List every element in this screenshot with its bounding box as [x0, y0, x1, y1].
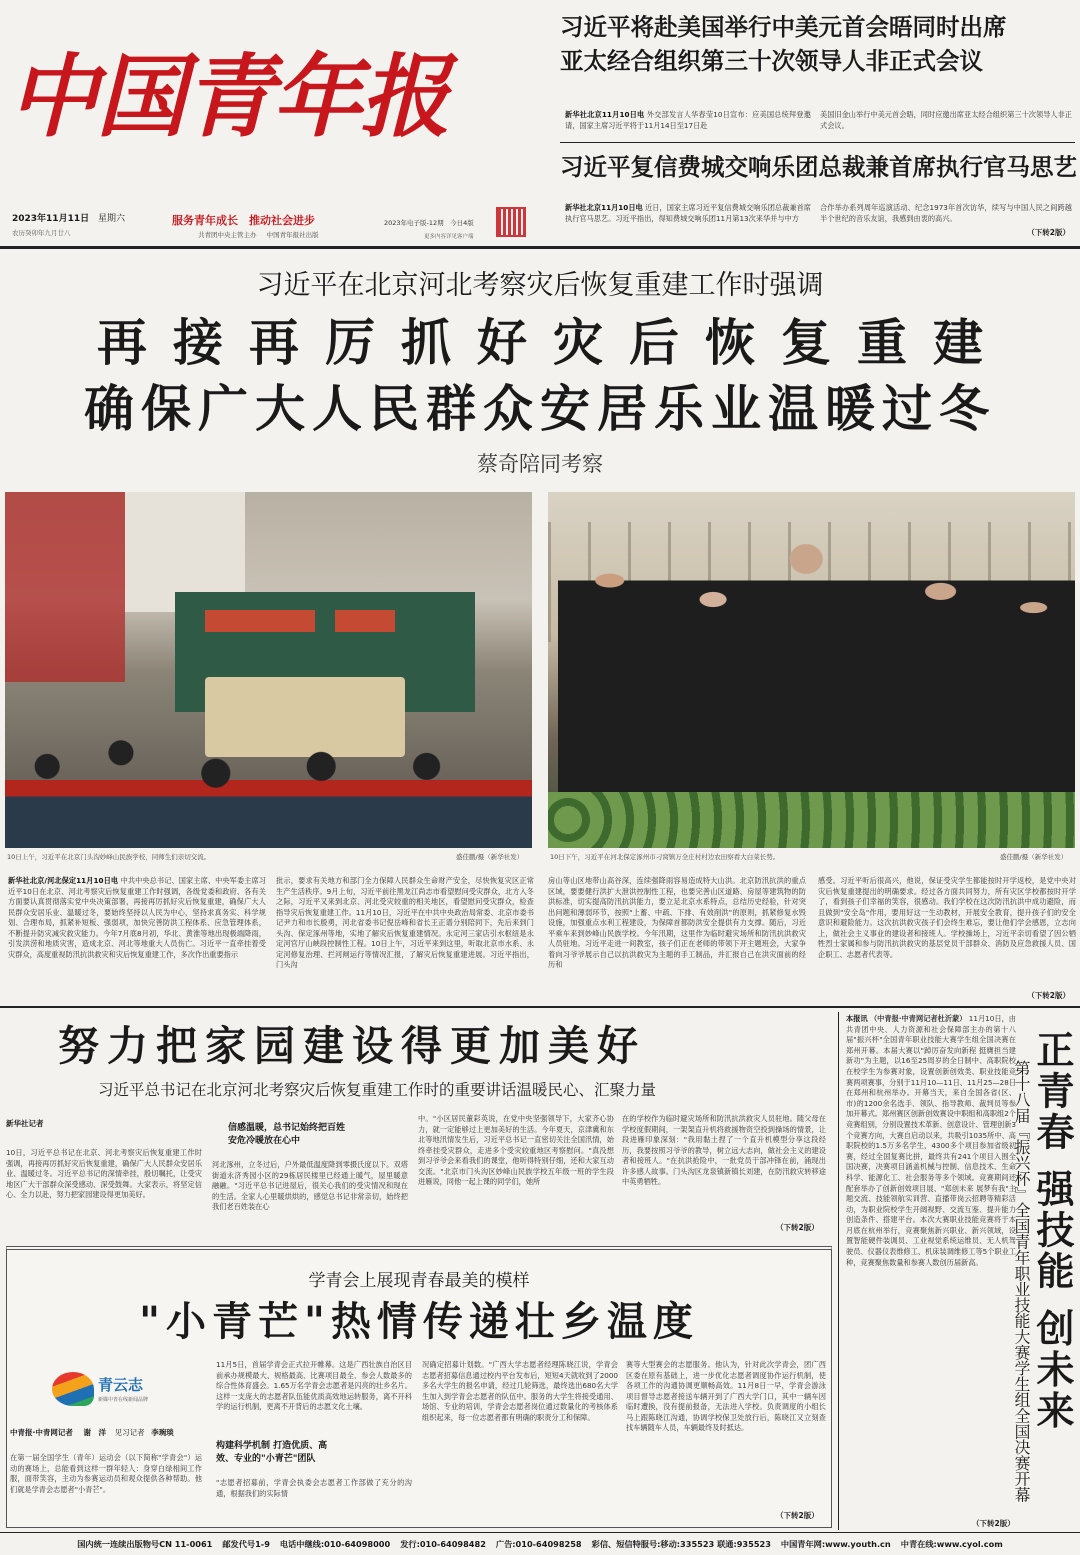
masthead-rule: [0, 246, 1080, 249]
youth-logo-text: 青云志: [98, 1376, 144, 1394]
masthead-slogan: 服务青年成长 推动社会进步: [172, 214, 315, 227]
right-story-turn[interactable]: （下转2版）: [972, 1519, 1015, 1528]
wave-logo-icon: [52, 1372, 94, 1406]
lead-kicker: 习近平在北京河北考察灾后恢复重建工作时强调: [256, 270, 824, 301]
publisher-text: 中国青年报社出版: [266, 231, 319, 239]
top-story-body-right: 美国旧金山举行中美元首会晤，同时应邀出席亚太经合组织第三十次领导人非正式会议。: [820, 110, 1072, 130]
youth-sub-title-line2: 效、专业的"小青芒"团队: [216, 1454, 316, 1464]
youth-byline-org: 中青报·中青网记者: [10, 1428, 73, 1437]
commentary-subhead: 习近平总书记在北京河北考察灾后恢复重建工作时的重要讲话温暖民心、汇聚力量: [98, 1081, 657, 1099]
youth-logo-sub: 新媒中青在线新闻品牌: [98, 1397, 149, 1403]
commentary-col-3: 中。"小区居民董彩英说，在党中央坚强领导下，大家齐心协力，就一定能够过上更加美好的生活。今年夏天，京津冀和东北等地汛情发生后，习近平总书记一直密切关注全国汛情，始终牵挂受灾群众，走进多个受灾较重地区考察慰问。"真没想到习爷爷会来看我们的课堂，他听得特别仔细，还和大家互动交流。"北京市门头沟区妙峰山民族学校五年级一班的学生段进雁说，同他一起上课的同学们，她所: [418, 1114, 614, 1186]
masthead-title: 中国青年报: [8, 44, 448, 150]
lead-dateline: 新华社北京/河北保定11月10日电: [8, 876, 119, 885]
youth-byline-intern: 李琬琰: [151, 1428, 174, 1437]
photo-cabbage-credit: 盛佳鹏/摄（新华社发）: [1000, 853, 1068, 861]
right-story-vertical-subtitle: 第十八届『振兴杯』全国青年职业技能大赛学生组全国决赛开幕: [1012, 1060, 1031, 1503]
lead-col-2: 批示，要求有关地方和部门全力保障人民群众生命财产安全，尽快恢复灾区正常生产生活秩序。9月上旬，习近平前往黑龙江尚志市看望慰问受灾群众，北方入冬之际，习近平又来到北京、河北受灾较重的相关地区，看望慰问受灾群众，检查指导灾后恢复重建工作。11月10日，习近平在中共中央政治局常委、北京市委书记尹力和市长殷勇，河北省委书记倪岳峰和省长王正谱分别陪同下，先后来到门头沟、保定涿州等地，实地了解灾后恢复重建情况。永定河三家店引水枢纽是永定河官厅山峡段控制性工程。10日上午，习近平来到这里，听取北京市水系、永定河修复治理、拦河闸运行等情况汇报，了解灾后恢复重建进展。习近平指出，门头沟: [276, 876, 534, 969]
photo-classroom-caption: 10日上午，习近平在北京门头沟妙峰山民族学校，同师生们亲切交流。: [7, 853, 211, 861]
youth-byline-names: 谢 洋: [83, 1428, 106, 1437]
commentary-turn[interactable]: （下转2版）: [776, 1223, 819, 1232]
footer-rule: [0, 1532, 1080, 1533]
lunar-date: 农历癸卯年九月廿八: [12, 229, 71, 237]
lead-headline-line1: 再接再厉抓好灾后恢复重建: [97, 314, 1009, 372]
footer-cn-number: 国内统一连续出版物号CN 11-0061: [77, 1539, 213, 1549]
youth-col-2: 11月5日，首届学青会正式拉开帷幕。这是广西壮族自治区目前承办规模最大、规格最高、比赛项目最全、参会人数最多的综合性体育盛会。1.65万名学青会志愿者是闪亮的壮乡名片。这样一支庞大的志愿者队伍能优质高效地运转服务，离不开科学的运行机制，更离不开背后的志愿文化土壤。: [216, 1360, 412, 1411]
second-story-dateline: 新华社北京11月10日电: [565, 203, 643, 212]
top-story-text: 外交部发言人华春莹10日宣布：应美国总统拜登邀请，国家主席习近平将于11月14日至17日赴: [565, 110, 811, 130]
lead-headline-line2: 确保广大人民群众安居乐业温暖过冬: [84, 380, 996, 438]
commentary-sub1-title: [228, 1122, 345, 1148]
footer-bar: [0, 1536, 1080, 1553]
second-story-turn[interactable]: （下转2版）: [1027, 228, 1070, 237]
footer-phone: 电话中继线:010-64098000: [279, 1539, 391, 1549]
masthead-sponsor: [198, 230, 319, 239]
edition-info: 2023年电子版-12期 今日4版: [384, 219, 474, 227]
youth-byline: [10, 1427, 174, 1438]
youth-sub-title-line1: 构建科学机制 打造优质、高: [216, 1441, 328, 1451]
lead-subhead: 蔡奇陪同考察: [477, 452, 603, 476]
footer-cyol-link[interactable]: 中青在线:www.cyol.com: [900, 1539, 1003, 1549]
commentary-sub1-line1: 信感温暖，总书记始终把百姓: [228, 1123, 346, 1133]
right-story-text: 11月10日，由共青团中央、人力资源和社会保障部主办的第十八届"振兴杯"全国青年职业技能大赛学生组全国决赛在郑州开幕。本届大赛以"踔厉奋发向新程 挺膺担当建新功"为主题，以16至25周岁的全日制中、高职院校在校学生为参赛对象，设置创新创效类、职业技能竞赛两项赛事，分别于11月10—11日、11月25—28日在郑州和杭州举办。开幕当天，来自全国各省(区、市)的1200余名选手、领队、指导教师、裁判员等参加开幕式。郑州赛区创新创效赛设中职组和高职组2个竞赛组别，分别设置技术革新、创意设计、管理创新3个竞赛方向，大赛自启动以来，共吸引1035所中、高职院校的1.5万多名学生，4300多个项目参加省级初赛，经过全国复赛比拼，最终共有241个项目入围全国决赛，决赛项目涵盖机械与控制、信息技术、生命科学、能源化工、社会服务等多个领域。竞赛期间还配套举办了创新创效项目展、"郑创未来 展梦有我"主题交流、技能领航实训营、直播带岗云招聘等精彩活动，为职业院校学生开阔视野、交流互鉴、提升能力创造条件、搭建平台。本次大赛职业技能竞赛将于本月底在杭州举行，竞赛聚焦新兴职业、新兴领域，设置智能硬件装调员、工业视觉系统运维员、无人机驾驶员、仪器仪表维修工、机床装调维修工等5个职业工种，竞赛聚焦数量和参赛人数创历届新高。: [846, 1014, 1016, 1267]
classroom-blackboard-header: [205, 610, 315, 632]
qr-note: 更多内容详见客户端: [424, 234, 474, 240]
top-story-body-left: [565, 110, 811, 134]
students-group: [5, 712, 532, 848]
youth-turn[interactable]: （下转2版）: [776, 1511, 819, 1520]
youth-byline-intern-label: 见习记者: [114, 1428, 145, 1437]
commentary-sub1-line2: 安危冷暖放在心中: [228, 1136, 301, 1146]
second-story-body-right: 合作举办系列周年巡演活动、纪念1973年首次访华，续写与中国人民之间跨越半个世纪的音乐友谊，我感到由衷的高兴。: [820, 203, 1072, 223]
top-story-headline[interactable]: [560, 10, 1075, 78]
top-story-headline-line2: 亚太经合组织第三十次领导人非正式会议: [560, 47, 983, 75]
photo-cabbage-field[interactable]: [548, 492, 1075, 848]
right-story-divider: [838, 1012, 839, 1530]
commentary-col-2: 河北涿州，立冬过后，户外最低温度降到零摄氏度以下。双塔街道永济秀园小区的29栋居民楼里已经通上暖气，屋里暖意融融。"习近平总书记进屋后，很关心我们的受灾情况和现在的生活。全家人心里暖烘烘的，感觉总书记非常亲切，始终把我们老百姓装在心: [212, 1160, 408, 1211]
second-story-text: 近日，国家主席习近平复信费城交响乐团总裁兼首席执行官马思艺。习近平指出，得知费城交响乐团11月第13次来华并与中方: [565, 203, 811, 223]
youth-logo[interactable]: [52, 1372, 192, 1408]
classroom-board-tag: [335, 610, 395, 632]
footer-advertising: 广告:010-64098258: [495, 1539, 582, 1549]
youth-col-2b: "志愿者招募前，学青会执委会志愿者工作部做了充分的沟通，根据我们的实际情: [216, 1478, 412, 1498]
footer-sms: 彩信、短信特服号:移动:335523 联通:935523: [591, 1539, 771, 1549]
cabbage-rows: [548, 792, 1075, 848]
photo-classroom[interactable]: [5, 492, 532, 848]
commentary-byline: 新华社记者: [6, 1119, 44, 1128]
lead-headline[interactable]: [0, 310, 1080, 442]
lead-col-1-text: 中共中央总书记、国家主席、中央军委主席习近平10日在北京、河北考察灾后恢复重建工作时强调，各级党委和政府、各有关方面要认真贯彻落实党中央决策部署，再接再厉抓好灾后恢复重建，确保广大人民群众安居乐业、温暖过冬，要始终坚持以人民为中心，坚持求真务实、科学规划、合理布局，抓紧补短板、强弱项，加快完善防洪工程体系、应急管理体系，不断提升防灾减灾救灾能力。今年7月底8月初，华北、黄淮等地出现极端降雨，引发洪涝和地质灾害，造成北京、河北等地重大人员伤亡。习近平一直牵挂着受灾群众，高度重视防汛抗洪救灾和灾后恢复重建工作，多次作出重要指示: [8, 876, 266, 959]
lead-col-3: 房山等山区地带山高谷深，连续强降雨容易造成特大山洪。北京防汛抗洪的重点区域，要要健行洪扩大泄洪控制性工程，也要完善山区道路、房屋等建筑物的防洪标准，切实提高防汛抗洪能力，要立足北京水系特点，总结历史经验，针对突出问题和薄弱环节，按照"上蓄、中疏、下排、有效削洪"的原则，抓紧修复水毁设施，加强重点水利工程建设，为保障首都防洪安全提供有力支撑。随后，习近平乘车来到妙峰山民族学校。今年汛期，这里作为临时避灾场所和防汛抗洪救灾人员驻地。习近平走进一间教室，孩子们正在老师的带领下开主题班会，大家争着向习爷爷展示自己以抗洪救灾为主题的手工制品，并汇报自己在洪灾面前的经历和: [548, 876, 806, 969]
second-story-headline[interactable]: 习近平复信费城交响乐团总裁兼首席执行官马思艺: [560, 153, 1077, 181]
right-story-body: [846, 1014, 1016, 1528]
youth-kicker: 学青会上展现青春最美的模样: [308, 1271, 530, 1291]
youth-headline[interactable]: "小青芒"热情传递壮乡温度: [139, 1299, 699, 1345]
sponsor-text: 共青团中央主管主办: [198, 231, 257, 239]
youth-sub-title: [216, 1440, 327, 1466]
lead-col-1: [8, 876, 266, 1000]
footer-postal-code: 邮发代号1-9: [222, 1539, 270, 1549]
right-story-vertical-title[interactable]: 正青春 强技能 创未来: [1030, 1030, 1074, 1432]
footer-youth-link[interactable]: 中国青年网:www.youth.cn: [780, 1539, 891, 1549]
right-story-dateline: 本报讯: [846, 1014, 868, 1023]
masthead-dateline: [12, 213, 192, 239]
lead-turn[interactable]: （下转2版）: [1027, 991, 1070, 1000]
lead-bottom-rule: [0, 1006, 1080, 1008]
photo-classroom-credit: 盛佳鹏/摄（新华社发）: [456, 853, 524, 861]
issue-date: 2023年11月11日: [12, 214, 90, 224]
people-group: [558, 532, 1075, 802]
youth-col-4: 赛等大型赛会的志愿服务。他认为，针对此次学青会，团广西区委在原有基础上，进一步优化志愿者调度协作运行机制，使各项工作的沟通协调更顺畅高效。11月8日一早，学青会游泳项目督导志愿者接送车辆开到了广西大学门口，其中一辆车因临时遭换，没有提前报备，无法进入学校。负责调度的小组长马上跟陈晓江沟通，协调学校保卫处放行后，陈晓江又立刻查找车辆随车人员，车辆最终及时抵达。: [626, 1360, 826, 1432]
qr-code-icon[interactable]: [496, 207, 526, 237]
photo-cabbage-caption: 10日下午，习近平在河北保定涿州市刁窝镇万全庄村村边农田察看大白菜长势。: [550, 853, 780, 861]
top-story-divider: [560, 142, 1075, 143]
commentary-headline[interactable]: 努力把家园建设得更加美好: [58, 1022, 646, 1070]
youth-col-3: 况确定招募计划数。"广西大学志愿者经理陈晓江说，学青会志愿者招募信息通过校内平台发布后，短短4天就收到了2000多名大学生的报名申请，经过几轮筛选，最终选出680名大学生加入到学青会志愿者的队伍中。服务的大学生将接受通用、场馆、专业的培训，学青会志愿者岗位通过数量化的考核体系组织起来，每一位志愿者都有明确的职责分工和保障。: [422, 1360, 618, 1422]
right-story-dateline-detail: （中青报·中青网记者杜沂蒙）: [869, 1014, 967, 1023]
issue-weekday: 星期六: [97, 214, 125, 224]
footer-distribution: 发行:010-64098482: [400, 1539, 486, 1549]
classroom-wall-decoration: [5, 492, 125, 682]
commentary-col-4: 在的学校作为临时避灾场所和防汛抗洪救灾人员驻地。随父母在学校度假期间，一架架直升机将救援物资空投到操场的情景，让段进雁印象深刻："我用黏土捏了一个直升机模型分享这段经历，我要按照习爷爷的教导，树立远大志向，做社会主义的建设者和接班人。"在抗洪抢险中，一批党员干部冲锋在前，涌现出许多感人故事。门头沟区龙泉镇新镇长刘建，在防汛救灾转移途中英勇牺牲。: [622, 1114, 826, 1186]
top-story-headline-line1: 习近平将赴美国举行中美元首会晤同时出席: [560, 13, 1007, 41]
youth-col-1: 在第一届全国学生（青年）运动会（以下简称"学青会"）运动的赛场上，总能看到这样一群年轻人：身穿白绿相间工作服，面带笑容，主动为参赛运动员和观众提供各种帮助。他们就是学青会志愿者"小青芒"。: [10, 1453, 202, 1494]
commentary-col-1: 10日，习近平总书记在北京、河北考察灾后恢复重建工作时强调，再接再厉抓好灾后恢复重建，确保广大人民群众安居乐业、温暖过冬。习近平总书记的深情牵挂，殷切嘱托，让受灾地区广大干部群众深受感动、深受鼓舞。大家表示，将坚定信心、全力以赴，努力把家园建设得更加美好。: [6, 1148, 202, 1199]
top-story-dateline: 新华社北京11月10日电: [565, 110, 645, 119]
second-story-body-left: [565, 203, 811, 237]
lead-col-4: 感受。习近平听后很高兴，他说，保证受灾学生都能按时开学返校，是党中央对灾后恢复重建提出的明确要求。经过各方面共同努力，所有灾区学校都按时开学了，看到孩子们幸福的笑容，很感动。我们学校在这次防汛抗洪中成功避险，而且做到"安全岛"作用，要用好这一生动教材，开展安全教育，提升孩子们的安全意识和避险能力。这次抗洪救灾孩子们会终生难忘，要让他们学会感恩，立志向上，做社会主义事业的建设者和接班人。学校操场上，习近平亲切看望了因公牺牲烈士家属和参与防汛抗洪救灾的基层党员干部群众、消防及应急救援人员、国企职工、志愿者代表等。: [818, 876, 1076, 959]
